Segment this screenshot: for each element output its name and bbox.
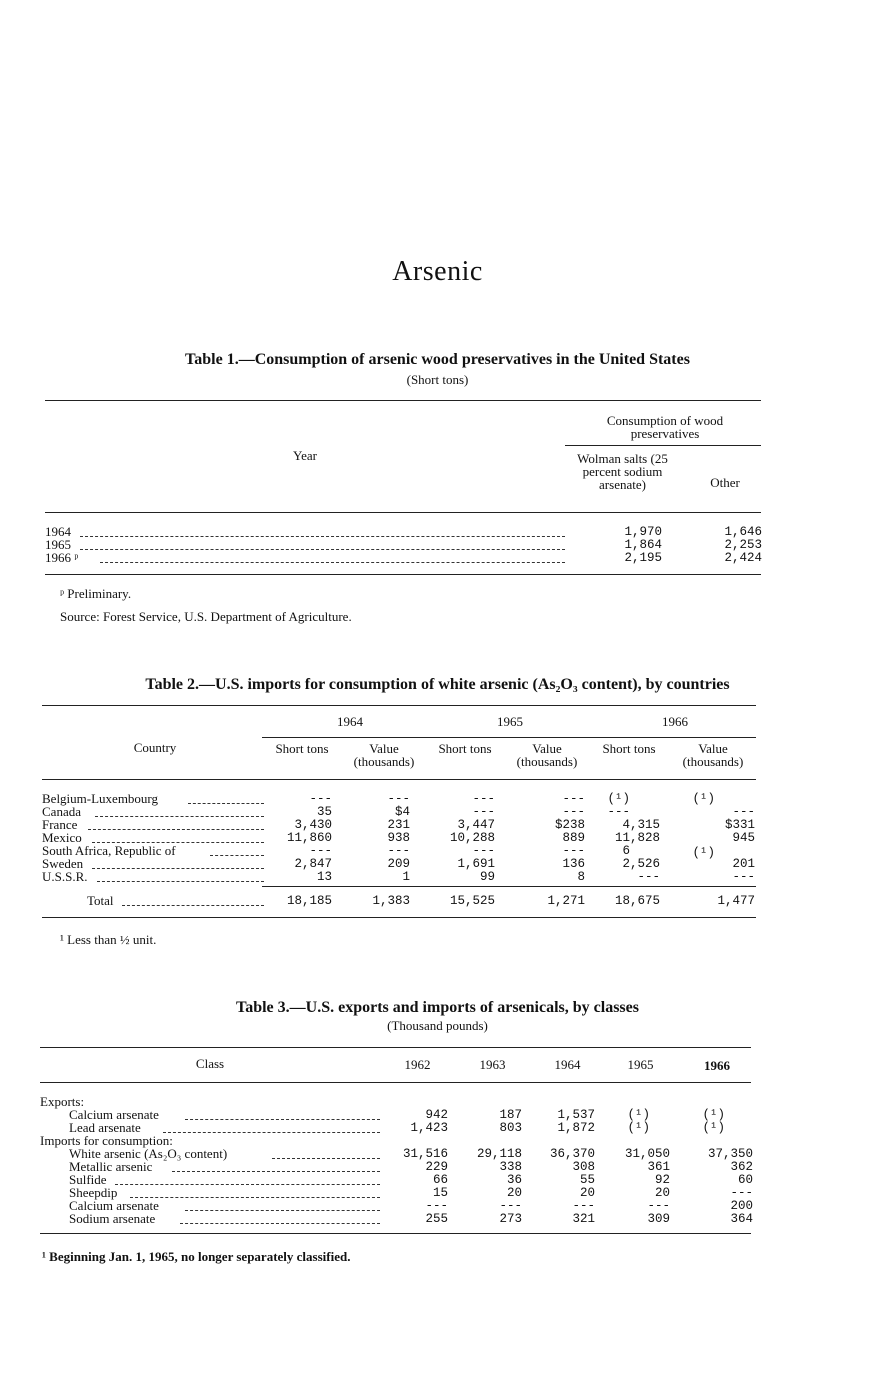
leader-dots <box>272 1158 380 1159</box>
table2-cell: 8 <box>577 870 585 884</box>
table2-cell: --- <box>472 844 495 858</box>
table2-sub-short: Short tons <box>275 741 329 756</box>
table3-cell: 1,872 <box>557 1121 595 1135</box>
leader-dots <box>185 1210 380 1211</box>
table3-cell: 338 <box>499 1160 522 1174</box>
table3-cell: 200 <box>730 1199 753 1213</box>
table2-country: South Africa, Republic of <box>42 843 176 858</box>
table2-cell: $331 <box>724 818 755 832</box>
table2-cell: --- <box>637 870 660 884</box>
table1-wolman: 1,970 <box>624 525 662 539</box>
table3-year: 1965 <box>627 1057 654 1072</box>
table3-section-exports: Exports: <box>40 1094 85 1109</box>
table2-cell: --- <box>562 844 585 858</box>
table2-cell: 889 <box>562 831 585 845</box>
table2-sub-short: Short tons <box>438 741 492 756</box>
table3-year: 1966 <box>704 1058 730 1073</box>
table3-cell: 942 <box>425 1108 448 1122</box>
table1-caption: Table 1.—Consumption of arsenic wood preservatives in the United States <box>185 351 690 368</box>
table2-cell: 209 <box>387 857 410 871</box>
leader-dots <box>92 868 264 869</box>
table3-cell: 37,350 <box>707 1147 753 1161</box>
leader-dots <box>210 855 264 856</box>
table2-cell: --- <box>732 805 755 819</box>
leader-dots <box>100 562 565 563</box>
table2-cell: --- <box>607 805 630 819</box>
table2-cell: 35 <box>316 805 332 819</box>
table3-cell: --- <box>647 1199 670 1213</box>
table3-cell: 364 <box>730 1212 753 1226</box>
leader-dots <box>95 816 264 817</box>
table2-cell: 3,447 <box>457 818 495 832</box>
table3-cell: 66 <box>432 1173 448 1187</box>
table2-total-cell: 1,271 <box>547 894 585 908</box>
table2-sub-value: Value (thousands) <box>682 741 744 769</box>
table2-caption: Table 2.—U.S. imports for consumption of white arsenic (As₂O₃ content), by countries <box>145 676 730 693</box>
leader-dots <box>80 549 565 550</box>
table1-top-rule <box>45 400 761 401</box>
table3-class: Metallic arsenic <box>69 1159 153 1174</box>
table2-top-rule <box>42 705 756 706</box>
leader-dots <box>80 536 565 537</box>
table3-bottom-rule <box>40 1233 751 1234</box>
table2-cell: --- <box>309 792 332 806</box>
leader-dots <box>185 1119 380 1120</box>
leader-dots <box>180 1223 380 1224</box>
leader-dots <box>88 829 264 830</box>
table2-col-country: Country <box>133 740 177 755</box>
table2-cell: (¹) <box>607 792 630 806</box>
table1-group-header: Consumption of wood preservatives <box>606 413 724 441</box>
table3-class: Lead arsenate <box>69 1120 141 1135</box>
table2-cell: 99 <box>479 870 495 884</box>
table2-cell: --- <box>309 844 332 858</box>
table2-cell: --- <box>562 805 585 819</box>
table2-cell: (¹) <box>692 792 715 806</box>
table2-total-cell: 18,185 <box>286 894 332 908</box>
table3-cell: 15 <box>432 1186 448 1200</box>
table2-cell: 2,847 <box>294 857 332 871</box>
table2-country: U.S.S.R. <box>42 869 88 884</box>
leader-dots <box>163 1132 380 1133</box>
table2-cell: 6 <box>622 844 630 858</box>
table2-cell: 1 <box>402 870 410 884</box>
table2-year-1966: 1966 <box>662 714 688 729</box>
table2-cell: (¹) <box>692 846 715 860</box>
table1-year: 1965 <box>45 537 71 552</box>
table2-cell: --- <box>562 792 585 806</box>
table3-class: Calcium arsenate <box>69 1198 159 1213</box>
table2-cell: $238 <box>554 818 585 832</box>
table3-cell: 31,516 <box>402 1147 448 1161</box>
table3-cell: 55 <box>579 1173 595 1187</box>
leader-dots <box>130 1197 380 1198</box>
table1-col-other: Other <box>710 475 740 490</box>
table2-cell: 1,691 <box>457 857 495 871</box>
table2-bottom-rule <box>42 917 756 918</box>
table2-cell: 11,860 <box>286 831 332 845</box>
table1-year: 1966 ᵖ <box>45 550 79 565</box>
table3-cell: 187 <box>499 1108 522 1122</box>
table3-cell: 1,537 <box>557 1108 595 1122</box>
leader-dots <box>97 881 264 882</box>
leader-dots <box>115 1184 380 1185</box>
table3-class: Calcium arsenate <box>69 1107 159 1122</box>
table2-cell: 4,315 <box>622 818 660 832</box>
table3-class: Sulfide <box>69 1172 107 1187</box>
table2-cell: --- <box>472 805 495 819</box>
table3-class: Sheepdip <box>69 1185 118 1200</box>
table3-units: (Thousand pounds) <box>387 1018 488 1033</box>
table3-cell: --- <box>572 1199 595 1213</box>
table3-cell: 361 <box>647 1160 670 1174</box>
table1-source: Source: Forest Service, U.S. Department of Agriculture. <box>60 609 352 624</box>
table1-preliminary-note: ᵖ Preliminary. <box>60 586 132 601</box>
table2-country: France <box>42 817 78 832</box>
table3-cell: 273 <box>499 1212 522 1226</box>
page-title: Arsenic <box>392 256 483 287</box>
table2-cell: 201 <box>732 857 755 871</box>
table1-other: 2,253 <box>724 538 762 552</box>
table3-cell: 31,050 <box>624 1147 670 1161</box>
table2-sub-short: Short tons <box>602 741 656 756</box>
table2-total-cell: 1,477 <box>717 894 755 908</box>
table1-other: 1,646 <box>724 525 762 539</box>
table3-header-rule <box>40 1082 751 1083</box>
table3-cell: 229 <box>425 1160 448 1174</box>
table3-year: 1963 <box>479 1057 506 1072</box>
table2-total-cell: 1,383 <box>372 894 410 908</box>
table2-cell: $4 <box>394 805 410 819</box>
table2-cell: --- <box>387 844 410 858</box>
table3-year: 1962 <box>404 1057 431 1072</box>
table3-class: White arsenic (As₂O₃ content) <box>69 1146 228 1161</box>
table3-cell: --- <box>730 1186 753 1200</box>
leader-dots <box>172 1171 380 1172</box>
table3-cell: 1,423 <box>410 1121 448 1135</box>
table3-section-imports: Imports for consumption: <box>40 1133 173 1148</box>
table3-cell: --- <box>499 1199 522 1213</box>
table3-cell: 36 <box>506 1173 522 1187</box>
table3-cell: (¹) <box>627 1108 650 1122</box>
table1-units: (Short tons) <box>406 372 469 387</box>
table1-group-rule <box>565 445 761 446</box>
table2-cell: --- <box>387 792 410 806</box>
table2-country: Mexico <box>42 830 82 845</box>
table1-year: 1964 <box>45 524 71 539</box>
table2-sub-value: Value (thousands) <box>353 741 415 769</box>
table2-cell: 2,526 <box>622 857 660 871</box>
table1-other: 2,424 <box>724 551 762 565</box>
table2-footnote: ¹ Less than ½ unit. <box>60 932 157 947</box>
table3-cell: 803 <box>499 1121 522 1135</box>
table2-cell: 3,430 <box>294 818 332 832</box>
table3-cell: 92 <box>654 1173 670 1187</box>
table2-total-rule <box>262 886 756 887</box>
table2-year-1965: 1965 <box>497 714 523 729</box>
table3-cell: 20 <box>654 1186 670 1200</box>
table3-cell: 362 <box>730 1160 753 1174</box>
table2-country: Belgium-Luxembourg <box>42 791 159 806</box>
table2-cell: 136 <box>562 857 585 871</box>
table2-total-cell: 18,675 <box>614 894 660 908</box>
leader-dots <box>122 905 264 906</box>
table1-col-wolman: Wolman salts (25 percent sodium arsenate) <box>577 451 668 492</box>
table3-cell: 36,370 <box>549 1147 595 1161</box>
table3-footnote: ¹ Beginning Jan. 1, 1965, no longer separately classified. <box>42 1249 351 1264</box>
table2-year-1964: 1964 <box>337 714 363 729</box>
table3-caption: Table 3.—U.S. exports and imports of arsenicals, by classes <box>236 999 639 1016</box>
table3-cell: 321 <box>572 1212 595 1226</box>
table3-cell: --- <box>425 1199 448 1213</box>
table1-wolman: 2,195 <box>624 551 662 565</box>
table2-cell: 11,828 <box>614 831 660 845</box>
table1-bottom-rule <box>45 574 761 575</box>
table3-year: 1964 <box>554 1057 581 1072</box>
table3-cell: 20 <box>579 1186 595 1200</box>
table2-cell: 13 <box>316 870 332 884</box>
table2-year-rule <box>262 737 756 738</box>
table2-cell: 938 <box>387 831 410 845</box>
table3-cell: 60 <box>737 1173 753 1187</box>
table2-total-label: Total <box>87 893 114 908</box>
table1-header-rule <box>45 512 761 513</box>
table3-top-rule <box>40 1047 751 1048</box>
table2-cell: 231 <box>387 818 410 832</box>
table2-cell: 945 <box>732 831 755 845</box>
table2-cell: --- <box>472 792 495 806</box>
table2-cell: 10,288 <box>449 831 495 845</box>
table3-cell: (¹) <box>702 1108 725 1122</box>
table2-total-cell: 15,525 <box>449 894 495 908</box>
table3-cell: 308 <box>572 1160 595 1174</box>
table3-cell: 20 <box>506 1186 522 1200</box>
table3-cell: (¹) <box>627 1121 650 1135</box>
table2-cell: --- <box>732 870 755 884</box>
table3-cell: (¹) <box>702 1121 725 1135</box>
table2-country: Canada <box>42 804 81 819</box>
leader-dots <box>188 803 264 804</box>
table1-col-year: Year <box>293 448 317 463</box>
table2-header-rule <box>42 779 756 780</box>
table3-cell: 29,118 <box>476 1147 522 1161</box>
table3-cell: 309 <box>647 1212 670 1226</box>
table2-sub-value: Value (thousands) <box>516 741 578 769</box>
table3-col-class: Class <box>195 1056 225 1071</box>
table1-wolman: 1,864 <box>624 538 662 552</box>
table2-country: Sweden <box>42 856 84 871</box>
table3-class: Sodium arsenate <box>69 1211 156 1226</box>
table3-cell: 255 <box>425 1212 448 1226</box>
